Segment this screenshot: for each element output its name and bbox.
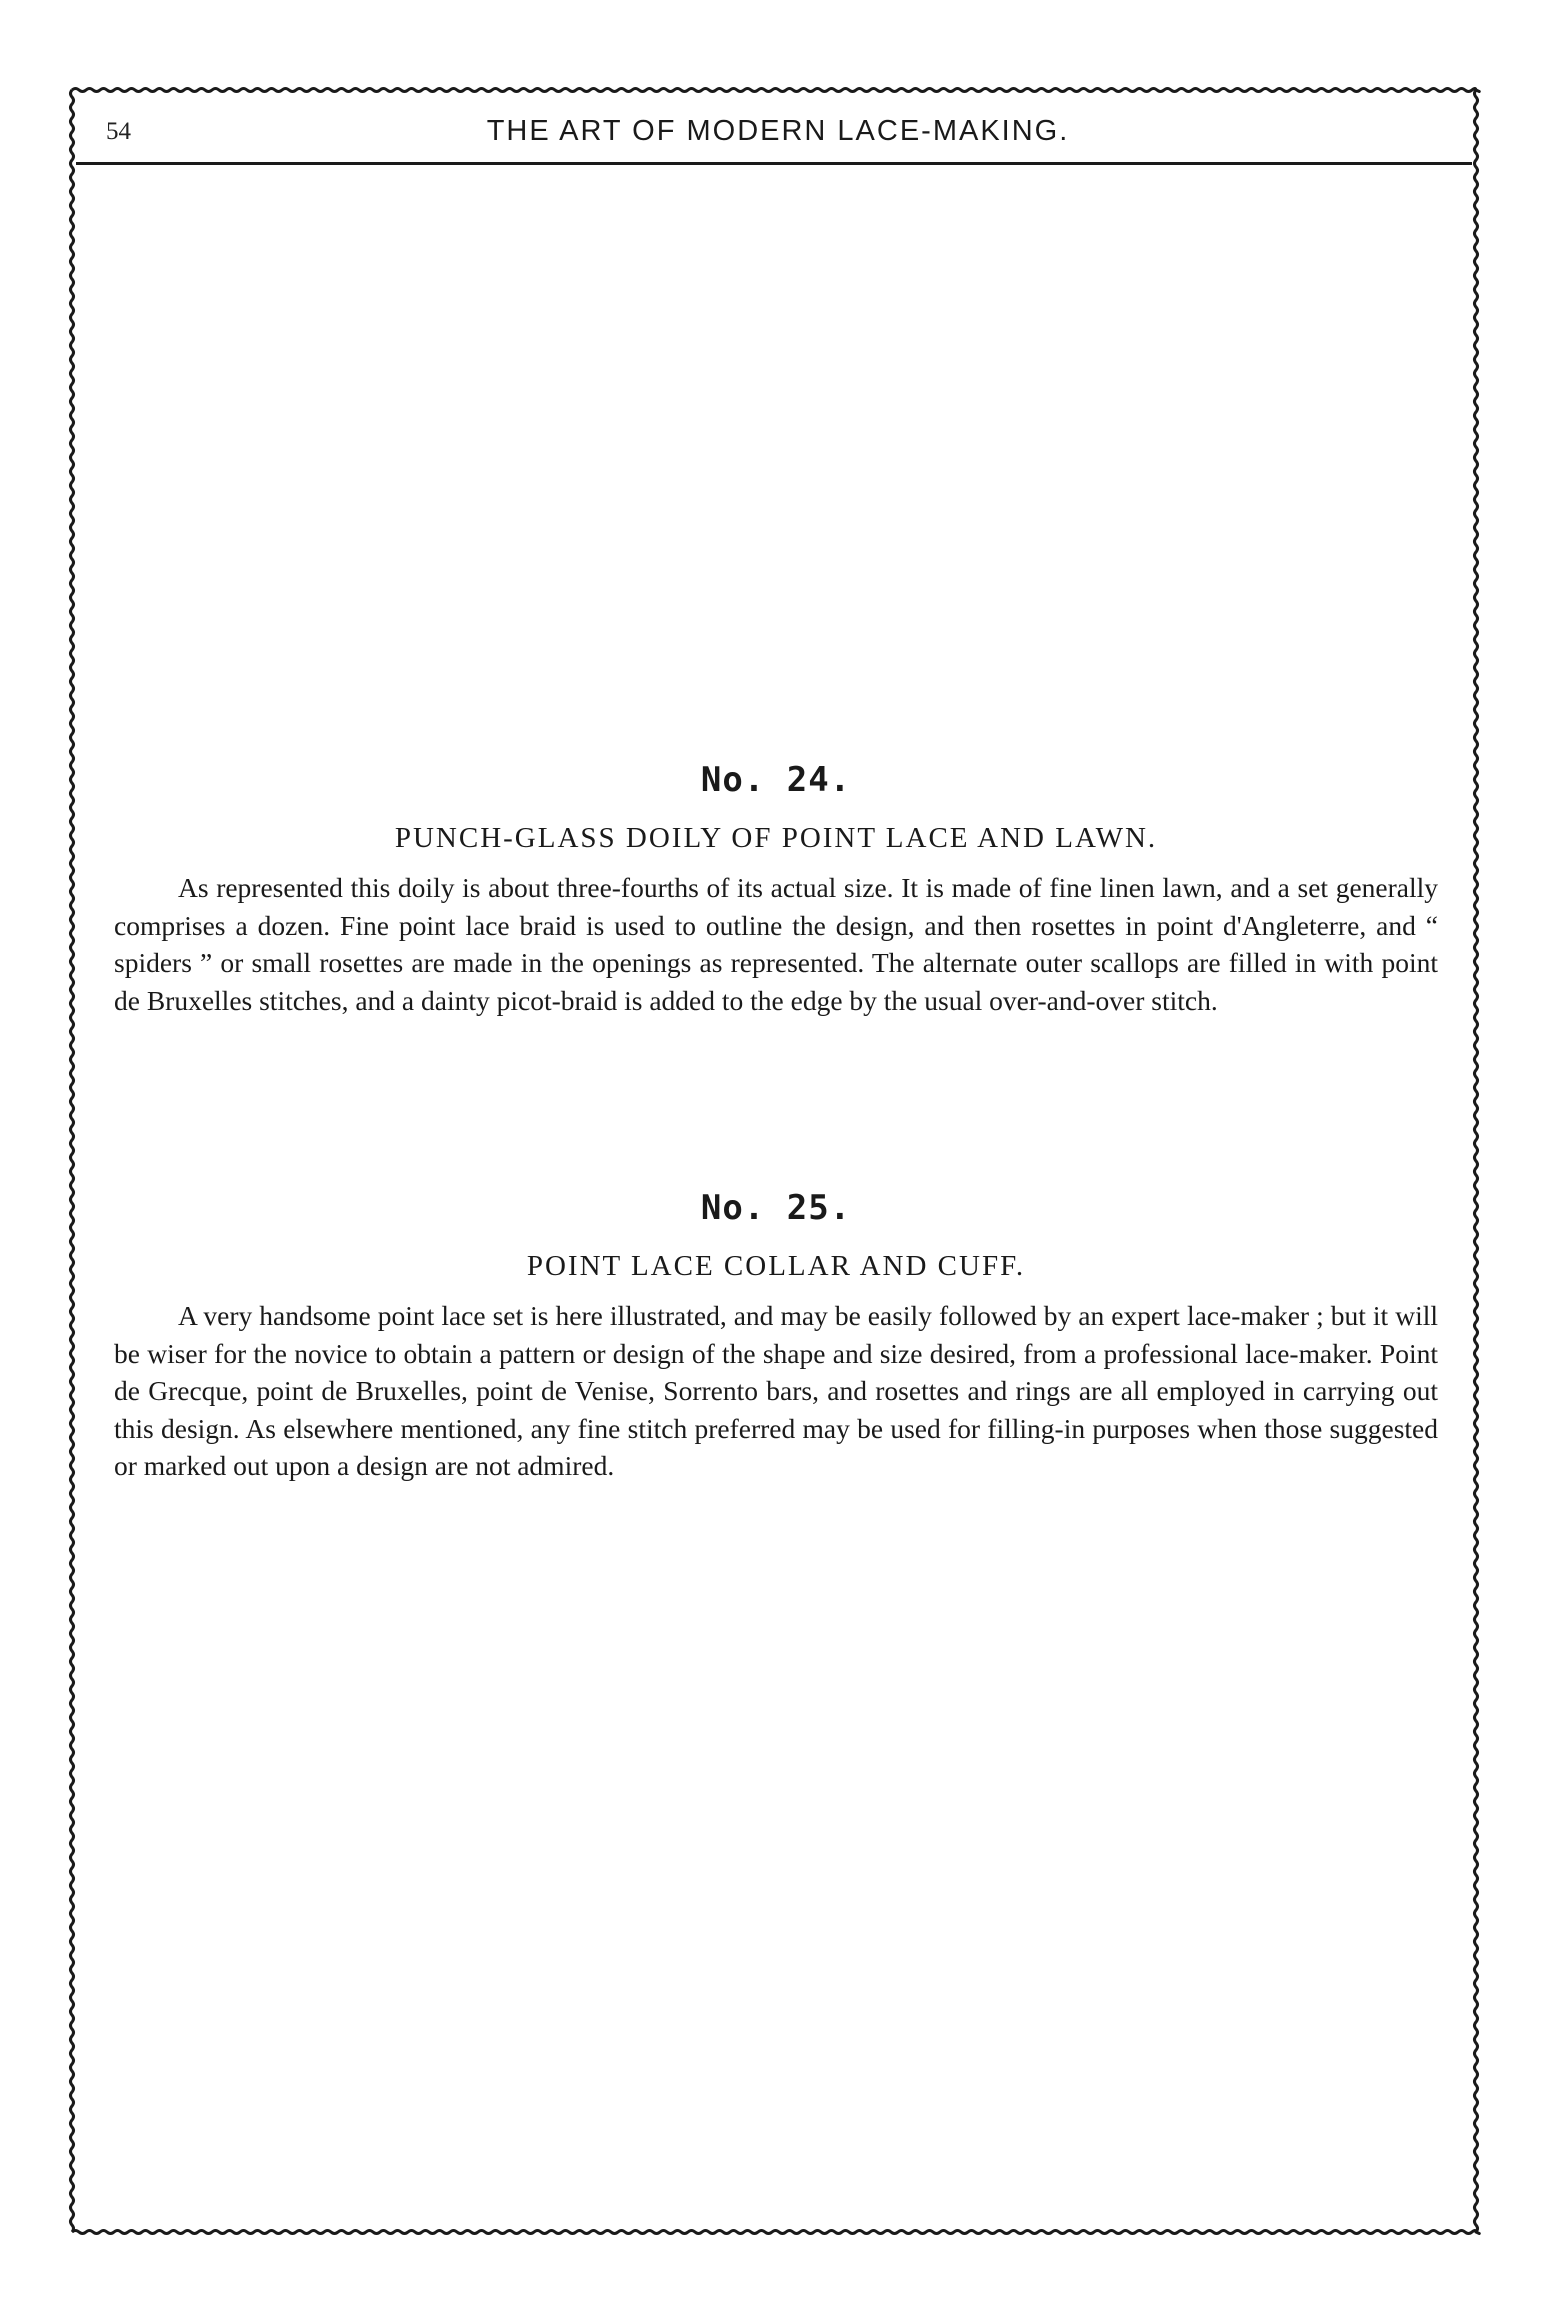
border-bottom-edge bbox=[72, 2231, 1479, 2234]
page-number: 54 bbox=[106, 118, 131, 145]
border-top-edge bbox=[72, 89, 1479, 92]
section-title: PUNCH-GLASS DOILY OF POINT LACE AND LAWN. bbox=[394, 822, 1158, 854]
border-right-edge bbox=[1475, 90, 1478, 2232]
section-no-25 bbox=[114, 1188, 1438, 1485]
section-number: No. 25. bbox=[700, 1188, 852, 1228]
header-rule bbox=[76, 162, 1472, 165]
running-title: THE ART OF MODERN LACE-MAKING. bbox=[486, 114, 1070, 147]
border-left-edge bbox=[71, 90, 74, 2232]
section-title: POINT LACE COLLAR AND CUFF. bbox=[526, 1250, 1026, 1282]
section-no-24 bbox=[114, 760, 1438, 1019]
section-body: As represented this doily is about three-fourths of its actual size. It is made of fine linen lawn, and a set generally comprises a dozen. Fine point lace braid is used to outline the design, and then rosettes in point d'Angleterre, and “ spiders ” or small rosettes are made in the openings as represented. The alternate outer scallops are filled in with point de Bruxelles stitches, and a dainty picot-braid is added to the edge by the usual over-and-over stitch. bbox=[114, 872, 1438, 1016]
page-header bbox=[88, 108, 1468, 154]
section-body: A very handsome point lace set is here illustrated, and may be easily followed by an expert lace-maker ; but it will be wiser for the novice to obtain a pattern or design of the shape and size desired, from a professional lace-maker. Point de Grecque, point de Bruxelles, point de Venise, Sorrento bars, and rosettes and rings are all employed in carrying out this design. As elsewhere mentioned, any fine stitch preferred may be used for filling-in purposes when those suggested or marked out upon a design are not admired. bbox=[114, 1300, 1438, 1481]
section-number: No. 24. bbox=[700, 760, 852, 800]
